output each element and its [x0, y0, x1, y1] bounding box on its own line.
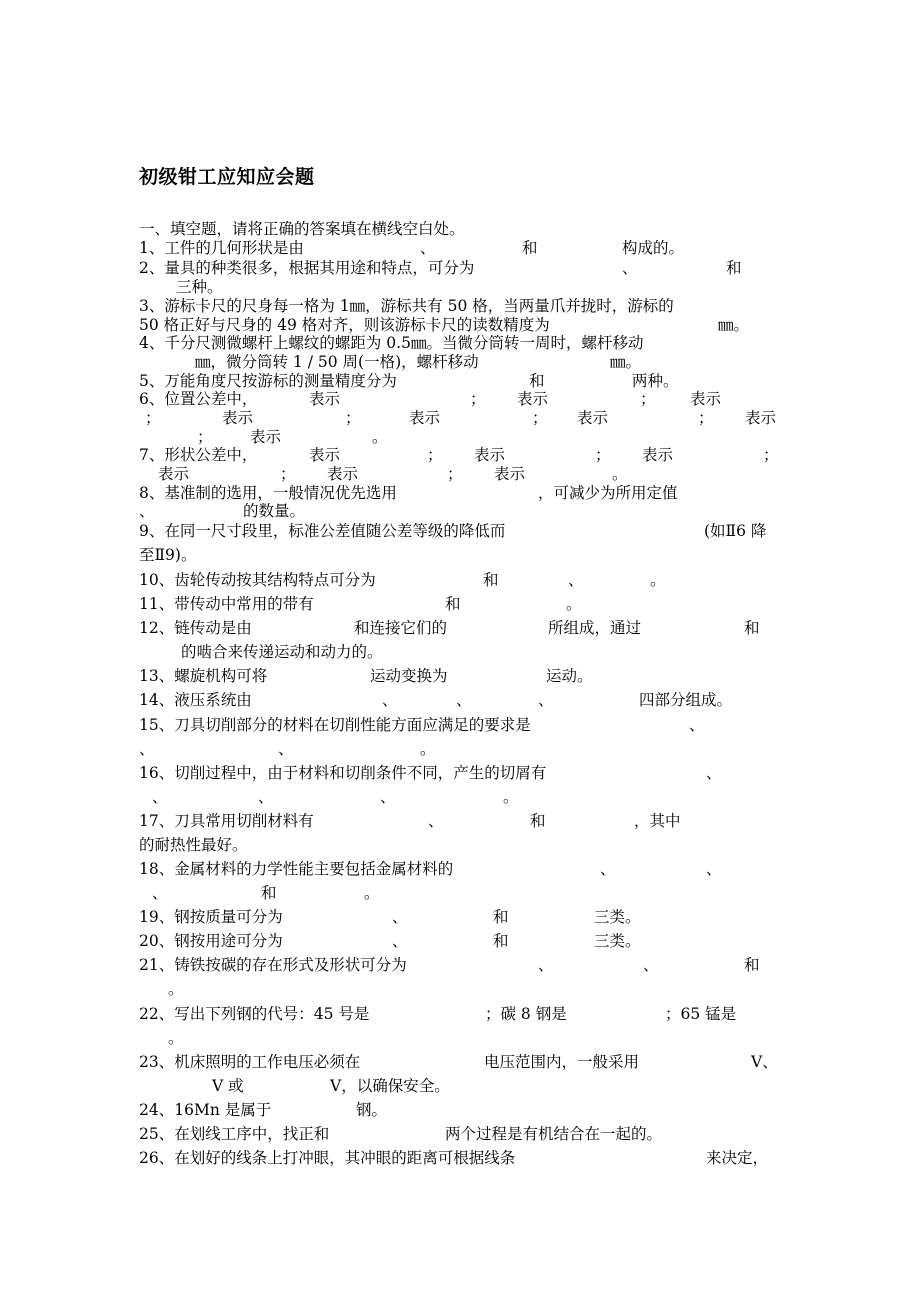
text-segment: 、: [456, 691, 472, 709]
text-segment: 21、铸铁按碳的存在形式及形状可分为: [139, 956, 407, 974]
text-segment: 17、刀具常用切削材料有: [139, 812, 314, 830]
text-segment: 6、位置公差中，: [139, 390, 258, 408]
text-segment: 、: [278, 740, 294, 758]
text-segment: 。: [372, 428, 388, 446]
text-segment: 、: [258, 788, 274, 806]
text-segment: 和: [493, 908, 509, 926]
text-segment: 8、基准制的选用，一般情况优先选用: [139, 484, 397, 502]
text-segment: 表示: [309, 446, 341, 464]
text-segment: 24、16Mn 是属于: [139, 1101, 272, 1119]
text-segment: 。: [420, 740, 436, 758]
text-segment: 22、写出下列钢的代号：45 号是: [139, 1005, 370, 1023]
text-segment: 运动变换为: [370, 667, 448, 685]
text-segment: ；碳 8 钢是: [485, 1005, 567, 1023]
text-segment: 18、金属材料的力学性能主要包括金属材料的: [139, 860, 454, 878]
text-segment: 。: [168, 980, 184, 998]
text-segment: 表示: [577, 409, 609, 427]
text-segment: 、: [538, 956, 554, 974]
text-segment: 11、带传动中常用的带有: [139, 595, 314, 613]
text-segment: 和: [493, 932, 509, 950]
text-segment: 26、在划好的线条上打冲眼，其冲眼的距离可根据线条: [139, 1149, 516, 1167]
text-segment: 、: [380, 788, 396, 806]
text-segment: 20、钢按用途可分为: [139, 932, 283, 950]
text-segment: 10、齿轮传动按其结构特点可分为: [139, 571, 376, 589]
text-segment: ㎜，微分筒转 1 / 50 周(一格)，螺杆移动: [195, 353, 479, 371]
text-segment: 来决定，: [706, 1149, 769, 1167]
text-segment: 13、螺旋机构可将: [139, 667, 268, 685]
text-segment: 2、量具的种类很多，根据其用途和特点，可分为: [139, 259, 475, 277]
text-segment: ；: [763, 446, 779, 464]
text-segment: 两种。: [632, 372, 679, 390]
text-segment: 表示: [158, 465, 190, 483]
text-segment: 表示: [690, 390, 722, 408]
text-segment: 、: [706, 764, 722, 782]
text-segment: 。: [650, 571, 666, 589]
text-segment: 、: [622, 259, 638, 277]
text-segment: 、: [152, 788, 168, 806]
text-segment: 5、万能角度尺按游标的测量精度分为: [139, 372, 397, 390]
text-segment: 和: [529, 372, 545, 390]
text-segment: 、: [392, 908, 408, 926]
text-segment: 表示: [222, 409, 254, 427]
text-segment: 16、切削过程中，由于材料和切削条件不同，产生的切屑有: [139, 764, 547, 782]
text-segment: 至Ⅱ9)。: [139, 546, 197, 564]
text-segment: 、: [689, 716, 705, 734]
text-segment: 和连接它们的: [354, 619, 448, 637]
text-segment: 和: [726, 259, 742, 277]
text-segment: 运动。: [546, 667, 593, 685]
text-segment: 和: [483, 571, 499, 589]
text-segment: ；: [145, 409, 161, 427]
page-title: 初级钳工应知应会题: [139, 166, 315, 188]
text-segment: 三类。: [594, 908, 641, 926]
text-segment: V、: [751, 1053, 778, 1071]
text-segment: 和: [261, 884, 277, 902]
text-segment: 电压范围内，一般采用: [484, 1053, 640, 1071]
text-segment: 两个过程是有机结合在一起的。: [445, 1125, 663, 1143]
text-segment: 7、形状公差中，: [139, 446, 258, 464]
text-segment: 表示: [327, 465, 359, 483]
text-segment: 四部分组成。: [639, 691, 733, 709]
text-segment: ；: [197, 428, 213, 446]
text-segment: 。: [612, 465, 628, 483]
text-segment: 表示: [309, 390, 341, 408]
text-segment: ㎜。: [718, 316, 750, 334]
text-segment: 、: [139, 740, 155, 758]
text-segment: 和: [445, 595, 461, 613]
text-segment: 和: [744, 619, 760, 637]
text-segment: 。: [168, 1029, 184, 1047]
text-segment: 三类。: [594, 932, 641, 950]
text-segment: 、: [152, 884, 168, 902]
text-segment: ㎜。: [610, 353, 642, 371]
text-segment: 的数量。: [243, 502, 306, 520]
text-segment: 表示: [745, 409, 777, 427]
text-segment: 表示: [474, 446, 506, 464]
text-segment: 表示: [517, 390, 549, 408]
text-segment: 、: [706, 860, 722, 878]
text-segment: 、: [382, 691, 398, 709]
text-segment: (如Ⅱ6 降: [704, 522, 767, 540]
text-segment: 、: [538, 691, 554, 709]
text-segment: 14、液压系统由: [139, 691, 252, 709]
text-segment: 25、在划线工序中，找正和: [139, 1125, 330, 1143]
text-segment: 的耐热性最好。: [139, 836, 248, 854]
text-segment: 表示: [409, 409, 441, 427]
text-segment: 、: [139, 502, 155, 520]
text-segment: ；65 锰是: [665, 1005, 737, 1023]
text-segment: 钢。: [356, 1101, 388, 1119]
text-segment: 构成的。: [622, 239, 685, 257]
text-segment: 和: [530, 812, 546, 830]
text-segment: 1、工件的几何形状是由: [139, 239, 304, 257]
text-segment: ，其中: [634, 812, 681, 830]
text-segment: 和: [744, 956, 760, 974]
text-segment: 9、在同一尺寸段里，标准公差值随公差等级的降低而: [139, 522, 506, 540]
text-segment: 4、千分尺测微螺杆上螺纹的螺距为 0.5㎜。当微分筒转一周时，螺杆移动: [139, 334, 644, 352]
text-segment: 表示: [642, 446, 674, 464]
text-segment: ；: [345, 409, 361, 427]
text-segment: 。: [364, 884, 380, 902]
text-segment: ；: [595, 446, 611, 464]
text-segment: 的啮合来传递运动和动力的。: [181, 643, 383, 661]
text-segment: 、: [420, 239, 436, 257]
text-segment: ；: [427, 446, 443, 464]
text-segment: 23、机床照明的工作电压必须在: [139, 1053, 361, 1071]
text-segment: ；: [280, 465, 296, 483]
text-segment: 、: [643, 956, 659, 974]
text-segment: V，以确保安全。: [330, 1077, 450, 1095]
text-segment: ，可减少为所用定值: [538, 484, 678, 502]
text-segment: ；: [470, 390, 486, 408]
text-segment: V 或: [212, 1077, 244, 1095]
text-segment: 。: [503, 788, 519, 806]
text-segment: 、: [568, 571, 584, 589]
text-segment: 所组成，通过: [548, 619, 642, 637]
text-segment: 、: [600, 860, 616, 878]
text-segment: 和: [522, 239, 538, 257]
text-segment: 、: [428, 812, 444, 830]
text-segment: 三种。: [176, 278, 223, 296]
text-segment: 50 格正好与尺身的 49 格对齐，则该游标卡尺的读数精度为: [139, 316, 550, 334]
text-segment: ；: [447, 465, 463, 483]
text-segment: 、: [392, 932, 408, 950]
text-segment: 3、游标卡尺的尺身每一格为 1㎜，游标共有 50 格，当两量爪并拢时，游标的: [139, 297, 674, 315]
text-segment: 15、刀具切削部分的材料在切削性能方面应满足的要求是: [139, 716, 531, 734]
text-segment: 19、钢按质量可分为: [139, 908, 283, 926]
section-heading: 一、填空题，请将正确的答案填在横线空白处。: [139, 220, 465, 238]
text-segment: 12、链传动是由: [139, 619, 252, 637]
text-segment: 表示: [494, 465, 526, 483]
text-segment: ；: [532, 409, 548, 427]
text-segment: ；: [640, 390, 656, 408]
text-segment: 表示: [250, 428, 282, 446]
text-segment: ；: [698, 409, 714, 427]
text-segment: 。: [566, 595, 582, 613]
